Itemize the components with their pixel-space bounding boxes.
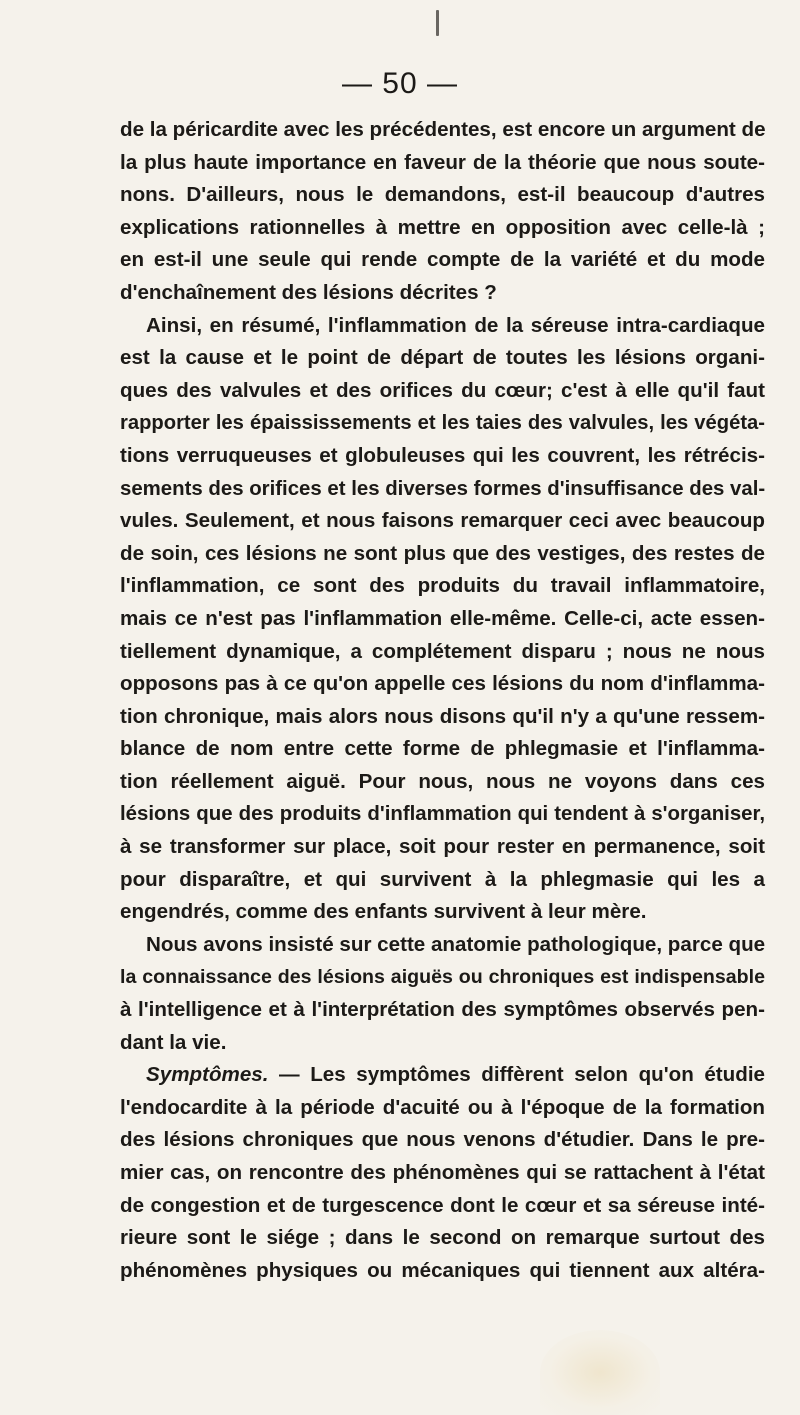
paper-stain <box>540 1330 660 1415</box>
text-line: des lésions chroniques que nous venons d'étudier. Dans le pre- <box>120 1128 765 1152</box>
text-line: vules. Seulement, et nous faisons remarquer ceci avec beaucoup <box>120 509 765 533</box>
text-line: rapporter les épaississements et les taies des valvules, les végéta- <box>120 412 765 435</box>
text-line: rieure sont le siége ; dans le second on remarque surtout des <box>120 1226 765 1250</box>
text-line: engendrés, comme des enfants survivent à leur mère. <box>120 900 647 924</box>
section-heading: Symptômes. <box>146 1063 269 1087</box>
text-line: la connaissance des lésions aiguës ou chroniques est indispensable <box>120 966 765 989</box>
text-line: mais ce n'est pas l'inflammation elle-même. Celle-ci, acte essen- <box>120 606 765 630</box>
text-line <box>120 1059 765 1092</box>
text-line: blance de nom entre cette forme de phlegmasie et l'inflamma- <box>120 737 765 761</box>
page-number: — 50 — <box>341 67 459 100</box>
text-line: de soin, ces lésions ne sont plus que des vestiges, des restes de <box>120 541 765 565</box>
scan-artifact-mark <box>436 10 439 36</box>
text-line: phénomènes physiques ou mécaniques qui tiennent aux altéra- <box>120 1258 765 1282</box>
text-line: pour disparaître, et qui survivent à la phlegmasie qui les a <box>120 867 765 891</box>
text-line: en est-il une seule qui rende compte de la variété et du mode <box>120 248 765 272</box>
text-line: Nous avons insisté sur cette anatomie pathologique, parce que <box>146 932 766 956</box>
text-line: tions verruqueuses et globuleuses qui les couvrent, les rétrécis- <box>120 443 765 467</box>
text-line: ques des valvules et des orifices du cœur; c'est à elle qu'il faut <box>120 378 765 402</box>
text-line: opposons pas à ce qu'on appelle ces lésions du nom d'inflamma- <box>120 672 765 696</box>
text-line: nons. D'ailleurs, nous le demandons, est-il beaucoup d'autres <box>120 183 765 207</box>
text-line: tion réellement aiguë. Pour nous, nous ne voyons dans ces <box>120 769 765 793</box>
text-line: d'enchaînement des lésions décrites ? <box>120 280 497 304</box>
text-line: lésions que des produits d'inflammation qui tendent à s'organiser, <box>120 803 765 826</box>
text-line: l'endocardite à la période d'acuité ou à l'époque de la formation <box>120 1095 765 1119</box>
text-line: à l'intelligence et à l'interprétation des symptômes observés pen- <box>120 998 765 1022</box>
text-line: la plus haute importance en faveur de la théorie que nous soute- <box>120 150 765 174</box>
text-line: de la péricardite avec les précédentes, est encore un argument de <box>120 118 766 141</box>
text-line: sements des orifices et les diverses formes d'insuffisance des val- <box>120 477 766 500</box>
text-line: tion chronique, mais alors nous disons qu'il n'y a qu'une ressem- <box>120 704 765 728</box>
text-line: tiellement dynamique, a complétement disparu ; nous ne nous <box>120 639 765 663</box>
text-line: mier cas, on rencontre des phénomènes qui se rattachent à l'état <box>120 1161 765 1184</box>
text-line: Ainsi, en résumé, l'inflammation de la séreuse intra-cardiaque <box>146 313 765 337</box>
text-line: explications rationnelles à mettre en opposition avec celle-là ; <box>120 215 765 239</box>
text-line: est la cause et le point de départ de toutes les lésions organi- <box>120 346 765 370</box>
text-line-content: — Les symptômes diffèrent selon qu'on étudie <box>279 1063 765 1087</box>
text-line: de congestion et de turgescence dont le cœur et sa séreuse inté- <box>120 1193 765 1217</box>
text-line: à se transformer sur place, soit pour rester en permanence, soit <box>120 835 765 859</box>
body-text <box>120 114 765 1287</box>
text-line: l'inflammation, ce sont des produits du travail inflammatoire, <box>120 574 765 598</box>
text-line: dant la vie. <box>120 1030 227 1054</box>
